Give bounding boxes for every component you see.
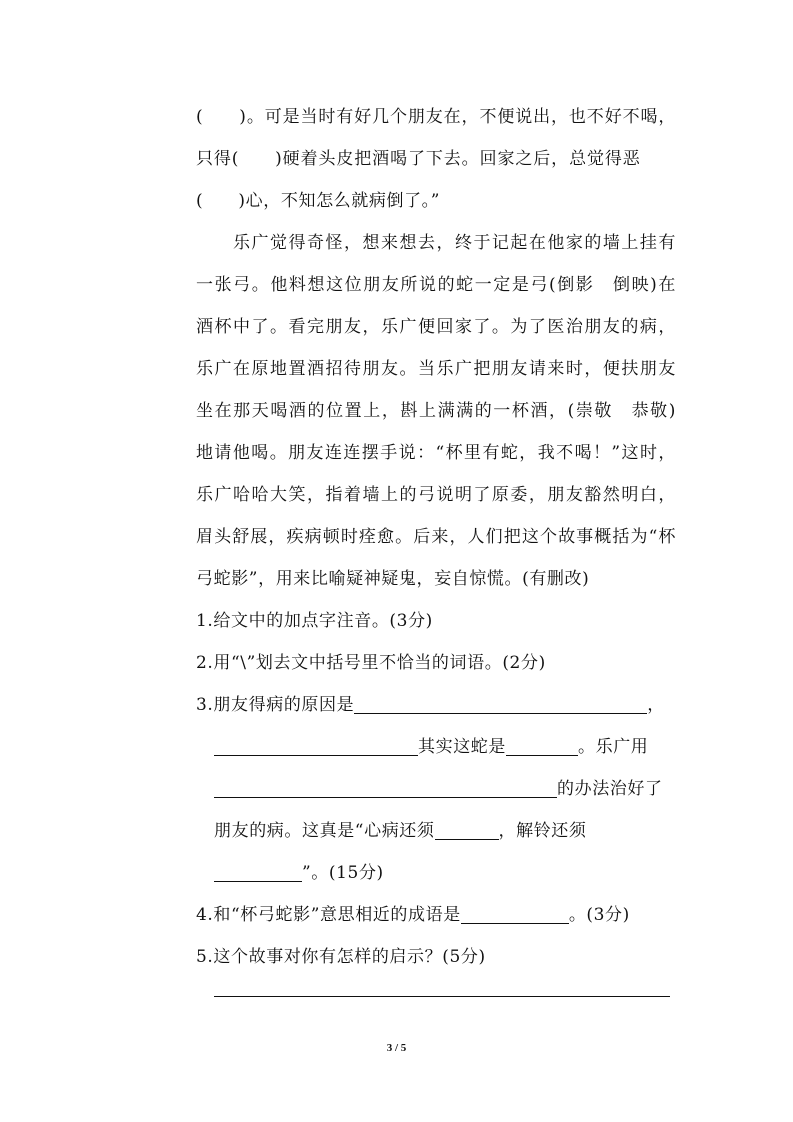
answer-blank-proverb-1[interactable] <box>435 821 499 840</box>
passage-line-7: 乐广在原地置酒招待朋友。当乐广把朋友请来时，便扶朋友 <box>196 359 676 379</box>
passage-line-1: ( )。可是当时有好几个朋友在，不便说出，也不好不喝， <box>196 107 676 127</box>
question-5: 5.这个故事对你有怎样的启示？(5分) <box>196 947 486 967</box>
question-2: 2.用“\”划去文中括号里不恰当的词语。(2分) <box>196 653 546 673</box>
question-3-line-1 <box>196 693 676 717</box>
answer-blank-proverb-2[interactable] <box>214 863 302 882</box>
question-3-proverb-text: 朋友的病。这真是“心病还须 <box>214 821 435 841</box>
passage-line-12: 弓蛇影”，用来比喻疑神疑鬼，妄自惊慌。(有删改) <box>196 569 590 589</box>
passage-line-10: 乐广哈哈大笑，指着墙上的弓说明了原委，朋友豁然明白， <box>196 485 676 505</box>
answer-line-question-5[interactable] <box>214 996 670 997</box>
passage-line-5: 一张弓。他料想这位朋友所说的蛇一定是弓(倒影 倒映)在 <box>196 275 676 295</box>
answer-blank-idiom[interactable] <box>461 905 569 924</box>
passage-line-3: ( )心，不知怎么就病倒了。” <box>196 191 441 211</box>
passage-line-9: 地请他喝。朋友连连摆手说：“杯里有蛇，我不喝！”这时， <box>196 443 676 463</box>
passage-line-2: 只得( )硬着头皮把酒喝了下去。回家之后，总觉得恶 <box>196 149 641 169</box>
question-1: 1.给文中的加点字注音。(3分) <box>196 611 433 631</box>
question-3-line-3 <box>214 777 694 801</box>
passage-line-6: 酒杯中了。看完朋友，乐广便回家了。为了医治朋友的病， <box>196 317 676 337</box>
passage-line-8: 坐在那天喝酒的位置上，斟上满满的一杯酒，(崇敬 恭敬) <box>196 401 676 421</box>
question-4-score: 。(3分) <box>568 905 630 925</box>
question-3-line-2 <box>214 735 694 759</box>
question-3-comma: ， <box>647 695 665 715</box>
passage-line-4: 乐广觉得奇怪，想来想去，终于记起在他家的墙上挂有 <box>233 233 676 253</box>
question-3-line-5 <box>214 861 694 885</box>
answer-blank-method[interactable] <box>214 779 557 798</box>
answer-blank-cause[interactable] <box>354 695 647 714</box>
question-4-prompt: 4.和“杯弓蛇影”意思相近的成语是 <box>196 905 461 925</box>
question-4 <box>196 903 676 927</box>
question-3-line-4 <box>214 819 694 843</box>
question-3-score: ”。(15分) <box>302 863 384 883</box>
answer-blank-cause-cont[interactable] <box>214 737 418 756</box>
question-3-cure-text: 的办法治好了 <box>557 779 663 799</box>
question-3-prompt: 3.朋友得病的原因是 <box>196 695 355 715</box>
question-3-method-text: 。乐广用 <box>578 737 649 757</box>
question-3-proverb-text-2: ，解铃还须 <box>498 821 587 841</box>
question-3-snake-text: 其实这蛇是 <box>418 737 506 757</box>
answer-blank-snake[interactable] <box>506 737 578 756</box>
passage-line-11: 眉头舒展，疾病顿时痊愈。后来，人们把这个故事概括为“杯 <box>196 527 676 547</box>
page-number: 3 / 5 <box>386 1042 407 1054</box>
